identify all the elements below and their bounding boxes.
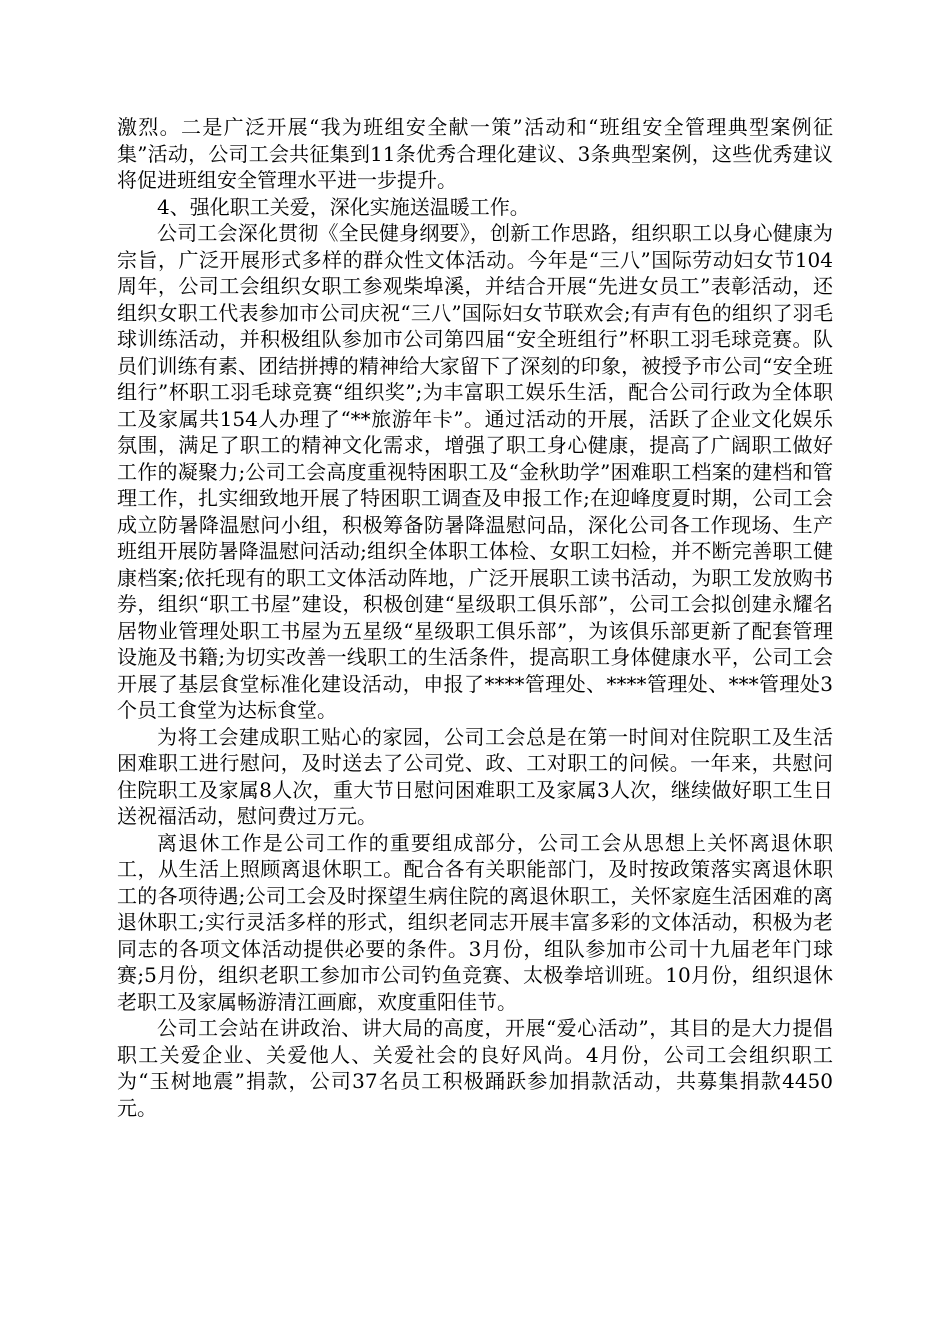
section-heading-care: 4、强化职工关爱，深化实施送温暖工作。 [157,194,530,219]
document-page [117,114,833,1121]
paragraph-charity: 公司工会站在讲政治、讲大局的高度，开展“爱心活动”，其目的是大力提倡职工关爱企业、关爱他人、关爱社会的良好风尚。4月份，公司工会组织职工为“玉树地震”捐款，公司37名员工积极踊跃参加捐款活动，共募集捐款4450元。 [117,1016,833,1120]
paragraph-safety-suggestions: 激烈。二是广泛开展“我为班组安全献一策”活动和“班组安全管理典型案例征集”活动，公司工会共征集到11条优秀合理化建议、3条典型案例，这些优秀建议将促进班组安全管理水平进一步提升。 [117,115,833,192]
paragraph-condolence-visits: 为将工会建成职工贴心的家园，公司工会总是在第一时间对住院职工及生活困难职工进行慰问，及时送去了公司党、政、工对职工的问候。一年来，共慰问住院职工及家属8人次，重大节日慰问困难职工及家属3人次，继续做好职工生日送祝福活动，慰问费过万元。 [117,724,833,828]
paragraph-cultural-activities: 公司工会深化贯彻《全民健身纲要》，创新工作思路，组织职工以身心健康为宗旨，广泛开展形式多样的群众性文体活动。今年是“三八”国际劳动妇女节104周年，公司工会组织女职工参观柴埠溪，并结合开展“先进女员工”表彰活动，还组织女职工代表参加市公司庆祝“三八”国际妇女节联欢会;有声有色的组织了羽毛球训练活动，并积极组队参加市公司第四届“安全班组行”杯职工羽毛球竞赛。队员们训练有素、团结拼搏的精神给大家留下了深刻的印象，被授予市公司“安全班组行”杯职工羽毛球竞赛“组织奖”;为丰富职工娱乐生活，配合公司行政为全体职工及家属共154人办理了“**旅游年卡”。通过活动的开展，活跃了企业文化娱乐氛围，满足了职工的精神文化需求，增强了职工身心健康，提高了广阔职工做好工作的凝聚力;公司工会高度重视特困职工及“金秋助学”困难职工档案的建档和管理工作，扎实细致地开展了特困职工调查及申报工作;在迎峰度夏时期，公司工会成立防暑降温慰问小组，积极筹备防暑降温慰问品，深化公司各工作现场、生产班组开展防暑降温慰问活动;组织全体职工体检、女职工妇检，并不断完善职工健康档案;依托现有的职工文体活动阵地，广泛开展职工读书活动，为职工发放购书券，组织“职工书屋”建设，积极创建“星级职工俱乐部”，公司工会拟创建永耀名居物业管理处职工书屋为五星级“星级职工俱乐部”，为该俱乐部更新了配套管理设施及书籍;为切实改善一线职工的生活条件，提高职工身体健康水平，公司工会开展了基层食堂标准化建设活动，申报了****管理处、****管理处、***管理处3个员工食堂为达标食堂。 [117,221,833,722]
paragraph-retirees: 离退休工作是公司工作的重要组成部分，公司工会从思想上关怀离退休职工，从生活上照顾离退休职工。配合各有关职能部门，及时按政策落实离退休职工的各项待遇;公司工会及时探望生病住院的离退休职工，关怀家庭生活困难的离退休职工;实行灵活多样的形式，组织老同志开展丰富多彩的文体活动，积极为老同志的各项文体活动提供必要的条件。3月份，组队参加市公司十九届老年门球赛;5月份，组织老职工参加市公司钓鱼竞赛、太极拳培训班。10月份，组织退休老职工及家属畅游清江画廊，欢度重阳佳节。 [117,830,833,1014]
